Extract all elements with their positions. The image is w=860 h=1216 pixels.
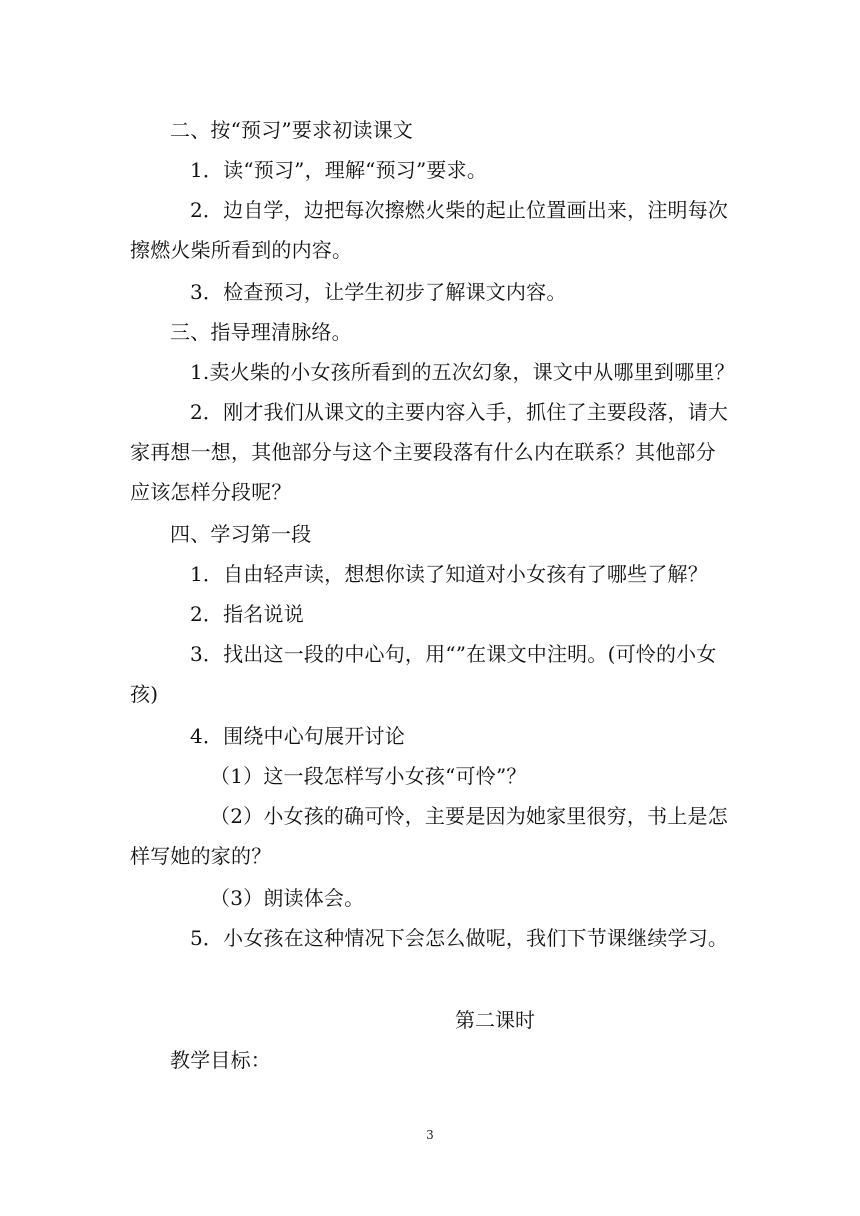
step-next-lesson: 5．小女孩在这种情况下会怎么做呢，我们下节课继续学习。: [190, 926, 729, 950]
subquestion-read-aloud: （3）朗读体会。: [210, 886, 365, 910]
step-discuss-central-sentence: 4．围绕中心句展开讨论: [190, 724, 405, 748]
second-lesson-title: 第二课时: [455, 1008, 535, 1032]
step-find-central-sentence: 3．找出这一段的中心句，用“”在课文中注明。(可怜的小女孩): [130, 642, 717, 706]
step-self-study: 2．边自学，边把每次擦燃火柴的起止位置画出来，注明每次擦燃火柴所看到的内容。: [130, 198, 729, 262]
question-section-links: 2．刚才我们从课文的主要内容入手，抓住了主要段落，请大家再想一想，其他部分与这个主要段落有什么内在联系？其他部分应该怎样分段呢？: [130, 400, 729, 504]
step-free-reading: 1．自由轻声读，想想你读了知道对小女孩有了哪些了解？: [190, 562, 708, 586]
subquestion-pitiful: （1）这一段怎样写小女孩“可怜”？: [210, 764, 527, 788]
section-heading-structure: 三、指导理清脉络。: [170, 320, 352, 344]
subquestion-poor-home: （2）小女孩的确可怜，主要是因为她家里很穷，书上是怎样写她的家的？: [130, 804, 728, 868]
step-read-preview: 1．读“预习”，理解“预习”要求。: [190, 158, 488, 182]
section-heading-first-paragraph: 四、学习第一段: [170, 522, 312, 546]
teaching-goals-heading: 教学目标：: [170, 1048, 271, 1072]
question-five-visions: 1.卖火柴的小女孩所看到的五次幻象，课文中从哪里到哪里？: [190, 360, 735, 384]
section-heading-read-text: 二、按“预习”要求初读课文: [170, 118, 414, 142]
step-name-speakers: 2．指名说说: [190, 602, 304, 626]
step-check-preview: 3．检查预习，让学生初步了解课文内容。: [190, 280, 567, 304]
page-number: 3: [426, 1128, 434, 1142]
